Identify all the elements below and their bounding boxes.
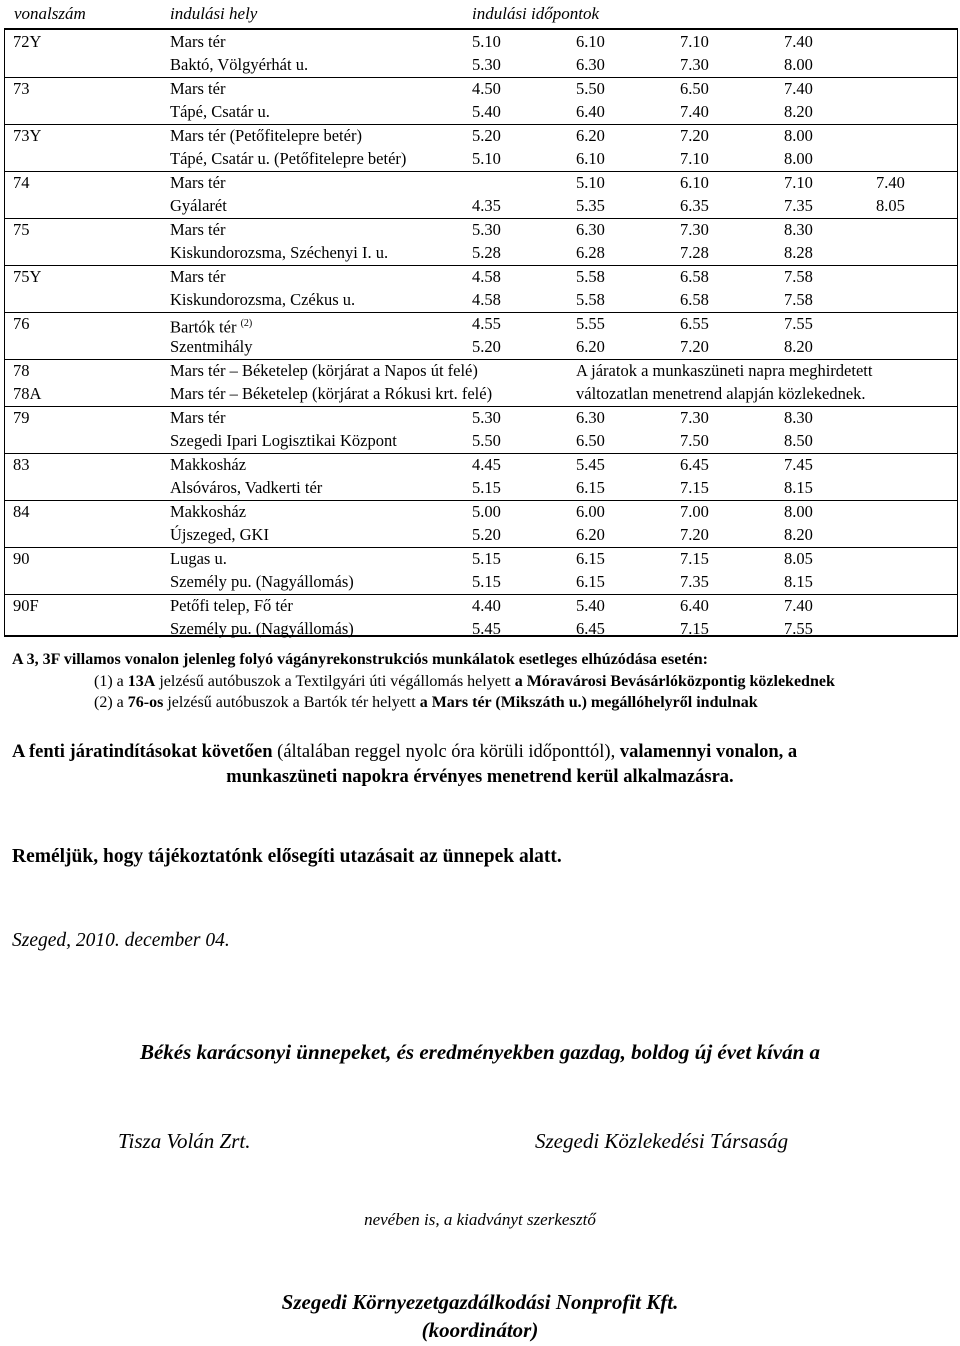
stop-name: Mars tér [170,173,226,192]
notice-part-bold: valamennyi vonalon, a [619,742,798,762]
stop-name: Szegedi Ipari Logisztikai Központ [170,431,397,450]
stop-name: Tápé, Csatár u. (Petőfitelepre betér) [170,149,407,168]
table-row [5,312,957,360]
stop-name: Mars tér [170,220,226,239]
route-number: 90F [13,596,39,615]
departure-time: 7.40 [784,32,813,51]
on-behalf-text: nevében is, a kiadványt szerkesztő [364,1210,596,1229]
departure-time: 6.10 [576,32,605,51]
notice-part: (általában reggel nyolc óra körüli időponttól), [272,742,620,762]
departure-time: 4.40 [472,596,501,615]
greeting: Békés karácsonyi ünnepeket, és eredményekben gazdag, boldog új évet kíván a [139,1040,821,1064]
table-row [5,453,957,501]
stop-name: Kiskundorozsma, Czékus u. [170,290,356,309]
departure-time: 5.58 [576,290,605,309]
route-number: 79 [13,408,30,427]
table-row [5,30,957,78]
departure-time: 4.45 [472,455,501,474]
route-number: 72Y [13,32,42,51]
departure-time: 5.40 [472,102,501,121]
departure-time: 5.40 [576,596,605,615]
route-number: 78A [13,384,42,403]
general-notice-line-1 [12,742,797,763]
stop-name: Gyálarét [170,196,227,215]
route-number: 73 [13,79,30,98]
departure-time: 7.20 [680,525,709,544]
departure-time: 5.00 [472,502,501,521]
stop-name: Mars tér [170,79,226,98]
departure-time: 5.30 [472,408,501,427]
departure-time: 8.30 [784,220,813,239]
departure-time: 7.10 [680,149,709,168]
tram-notice-title: A 3, 3F villamos vonalon jelenleg folyó vágányrekonstrukciós munkálatok esetleges elhúzódása esetén: [12,651,708,668]
notice-part-bold: a Móravárosi Bevásárlóközpontig közlekednek [514,673,835,690]
departure-time: 4.58 [472,267,501,286]
departure-time: 7.10 [784,173,813,192]
header-origin: indulási hely [170,4,258,23]
departure-time: 7.35 [680,572,709,591]
route-number: 84 [13,502,30,521]
stop-name [170,312,252,335]
departure-time: 6.20 [576,126,605,145]
header-route: vonalszám [14,4,86,23]
departure-time: 4.35 [472,196,501,215]
departure-time: 6.15 [576,572,605,591]
departure-time: 5.15 [472,549,501,568]
departure-time: 8.50 [784,431,813,450]
footnote-mark: (2) [240,318,253,329]
header-departures: indulási időpontok [472,4,600,23]
stop-name: Makkosház [170,455,247,474]
stop-name: Petőfi telep, Fő tér [170,596,293,615]
departure-time: 6.58 [680,267,709,286]
departure-time: 8.05 [784,549,813,568]
tram-notice-line-1 [94,673,835,691]
stop-name: Tápé, Csatár u. [170,102,270,121]
route-number: 83 [13,455,30,474]
departure-time: 8.20 [784,525,813,544]
table-row [5,124,957,172]
departure-time: 7.15 [680,478,709,497]
departure-time: 5.20 [472,126,501,145]
table-row [5,359,957,407]
stop-name: Mars tér – Béketelep (körjárat a Napos út felé) [170,361,478,380]
departure-time: 5.15 [472,572,501,591]
departure-time: 7.58 [784,290,813,309]
departure-time: 5.20 [472,337,501,356]
departure-time: 7.40 [876,173,905,192]
departure-time: 7.15 [680,619,709,638]
departure-time: 7.20 [680,126,709,145]
departure-time: 5.10 [472,149,501,168]
stop-name: Mars tér – Béketelep (körjárat a Rókusi krt. felé) [170,384,493,403]
departure-time: 7.28 [680,243,709,262]
departure-time: 5.20 [472,525,501,544]
stop-name: Mars tér [170,32,226,51]
departure-time: 6.10 [576,149,605,168]
departure-time: 8.00 [784,126,813,145]
departure-time: 8.00 [784,55,813,74]
route-number: 75 [13,220,30,239]
departure-time: 5.45 [576,455,605,474]
departure-time: 6.50 [576,431,605,450]
route-number: 76 [13,314,30,333]
departure-time: 8.05 [876,196,905,215]
departure-time: 5.10 [472,32,501,51]
departure-time: 5.45 [472,619,501,638]
departure-time: 6.40 [680,596,709,615]
notice-part-bold: a Mars tér (Mikszáth u.) megállóhelyről indulnak [419,694,758,711]
holiday-note: változatlan menetrend alapján közlekednek. [576,384,866,403]
departure-time: 7.45 [784,455,813,474]
stop-name: Baktó, Völgyérhát u. [170,55,309,74]
table-row [5,171,957,219]
departure-time: 7.10 [680,32,709,51]
departure-time: 7.00 [680,502,709,521]
stop-name: Újszeged, GKI [170,525,269,544]
departure-time: 6.20 [576,337,605,356]
stop-name: Mars tér [170,267,226,286]
departure-time: 5.15 [472,478,501,497]
departure-time: 6.50 [680,79,709,98]
table-row [5,218,957,266]
table-row [5,500,957,548]
departure-time: 7.35 [784,196,813,215]
departure-time: 7.30 [680,220,709,239]
departure-time: 5.58 [576,267,605,286]
notice-part: (2) a [94,694,128,711]
departure-time: 6.30 [576,408,605,427]
stop-name: Lugas u. [170,549,227,568]
holiday-note: A járatok a munkaszüneti napra meghirdetett [576,361,873,380]
company-szkt: Szegedi Közlekedési Társaság [535,1129,789,1153]
route-number: 90 [13,549,30,568]
editor-name: Szegedi Környezetgazdálkodási Nonprofit Kft. [281,1290,679,1314]
table-row [5,265,957,313]
departure-time: 7.40 [680,102,709,121]
departure-time: 4.58 [472,290,501,309]
departure-time: 5.50 [576,79,605,98]
hope-text: Reméljük, hogy tájékoztatónk elősegíti utazásait az ünnepek alatt. [12,846,562,867]
departure-time: 6.40 [576,102,605,121]
coordinator-label: (koordinátor) [421,1318,539,1342]
departure-time: 5.30 [472,220,501,239]
departure-time: 7.40 [784,79,813,98]
departure-time: 8.30 [784,408,813,427]
notice-part: jelzésű autóbuszok a Textilgyári úti végállomás helyett [155,673,515,690]
departure-time: 7.30 [680,55,709,74]
departure-time: 8.20 [784,102,813,121]
departure-time: 7.58 [784,267,813,286]
notice-part-bold: A fenti járatindításokat követően [12,742,273,762]
notice-part-bold: 13A [127,673,156,690]
departure-time: 6.35 [680,196,709,215]
company-tisza-volan: Tisza Volán Zrt. [118,1129,251,1153]
stop-name: Mars tér (Petőfitelepre betér) [170,126,362,145]
tram-notice-line-2 [94,694,758,712]
departure-time: 6.58 [680,290,709,309]
departure-time: 7.30 [680,408,709,427]
departure-time: 8.20 [784,337,813,356]
departure-time: 5.55 [576,314,605,333]
departure-time: 5.10 [576,173,605,192]
departure-time: 6.30 [576,220,605,239]
departure-time: 7.15 [680,549,709,568]
departure-time: 6.10 [680,173,709,192]
stop-name: Kiskundorozsma, Széchenyi I. u. [170,243,389,262]
table-row [5,547,957,595]
departure-time: 6.55 [680,314,709,333]
general-notice-line-2: munkaszüneti napokra érvényes menetrend kerül alkalmazásra. [226,767,734,787]
route-number: 74 [13,173,30,192]
notice-part-bold: 76-os [127,694,164,711]
departure-time: 7.20 [680,337,709,356]
departure-time: 5.28 [472,243,501,262]
departure-time: 7.50 [680,431,709,450]
stop-name-text: Bartók tér [170,317,237,337]
table-row [5,406,957,454]
stop-name: Makkosház [170,502,247,521]
route-number: 78 [13,361,30,380]
route-number: 75Y [13,267,42,286]
departure-time: 6.45 [680,455,709,474]
departure-time: 7.40 [784,596,813,615]
departure-time: 6.00 [576,502,605,521]
departure-time: 4.55 [472,314,501,333]
stop-name: Személy pu. (Nagyállomás) [170,619,354,638]
departure-time: 6.15 [576,478,605,497]
stop-name: Alsóváros, Vadkerti tér [170,478,323,497]
route-number: 73Y [13,126,42,145]
departure-time: 6.15 [576,549,605,568]
table-row [5,594,957,638]
departure-time: 8.15 [784,478,813,497]
departure-time: 6.30 [576,55,605,74]
departure-time: 8.15 [784,572,813,591]
departure-time: 5.50 [472,431,501,450]
stop-name: Személy pu. (Nagyállomás) [170,572,354,591]
departure-time: 8.28 [784,243,813,262]
departure-time: 6.20 [576,525,605,544]
stop-name: Mars tér [170,408,226,427]
table-row [5,77,957,125]
departure-time: 5.35 [576,196,605,215]
departure-time: 6.45 [576,619,605,638]
place-date: Szeged, 2010. december 04. [12,930,230,951]
timetable [4,28,958,637]
departure-time: 7.55 [784,619,813,638]
departure-time: 7.55 [784,314,813,333]
notice-part: jelzésű autóbuszok a Bartók tér helyett [163,694,420,711]
departure-time: 4.50 [472,79,501,98]
departure-time: 8.00 [784,502,813,521]
departure-time: 8.00 [784,149,813,168]
departure-time: 6.28 [576,243,605,262]
departure-time: 5.30 [472,55,501,74]
notice-part: (1) a [94,673,128,690]
stop-name: Szentmihály [170,337,253,356]
